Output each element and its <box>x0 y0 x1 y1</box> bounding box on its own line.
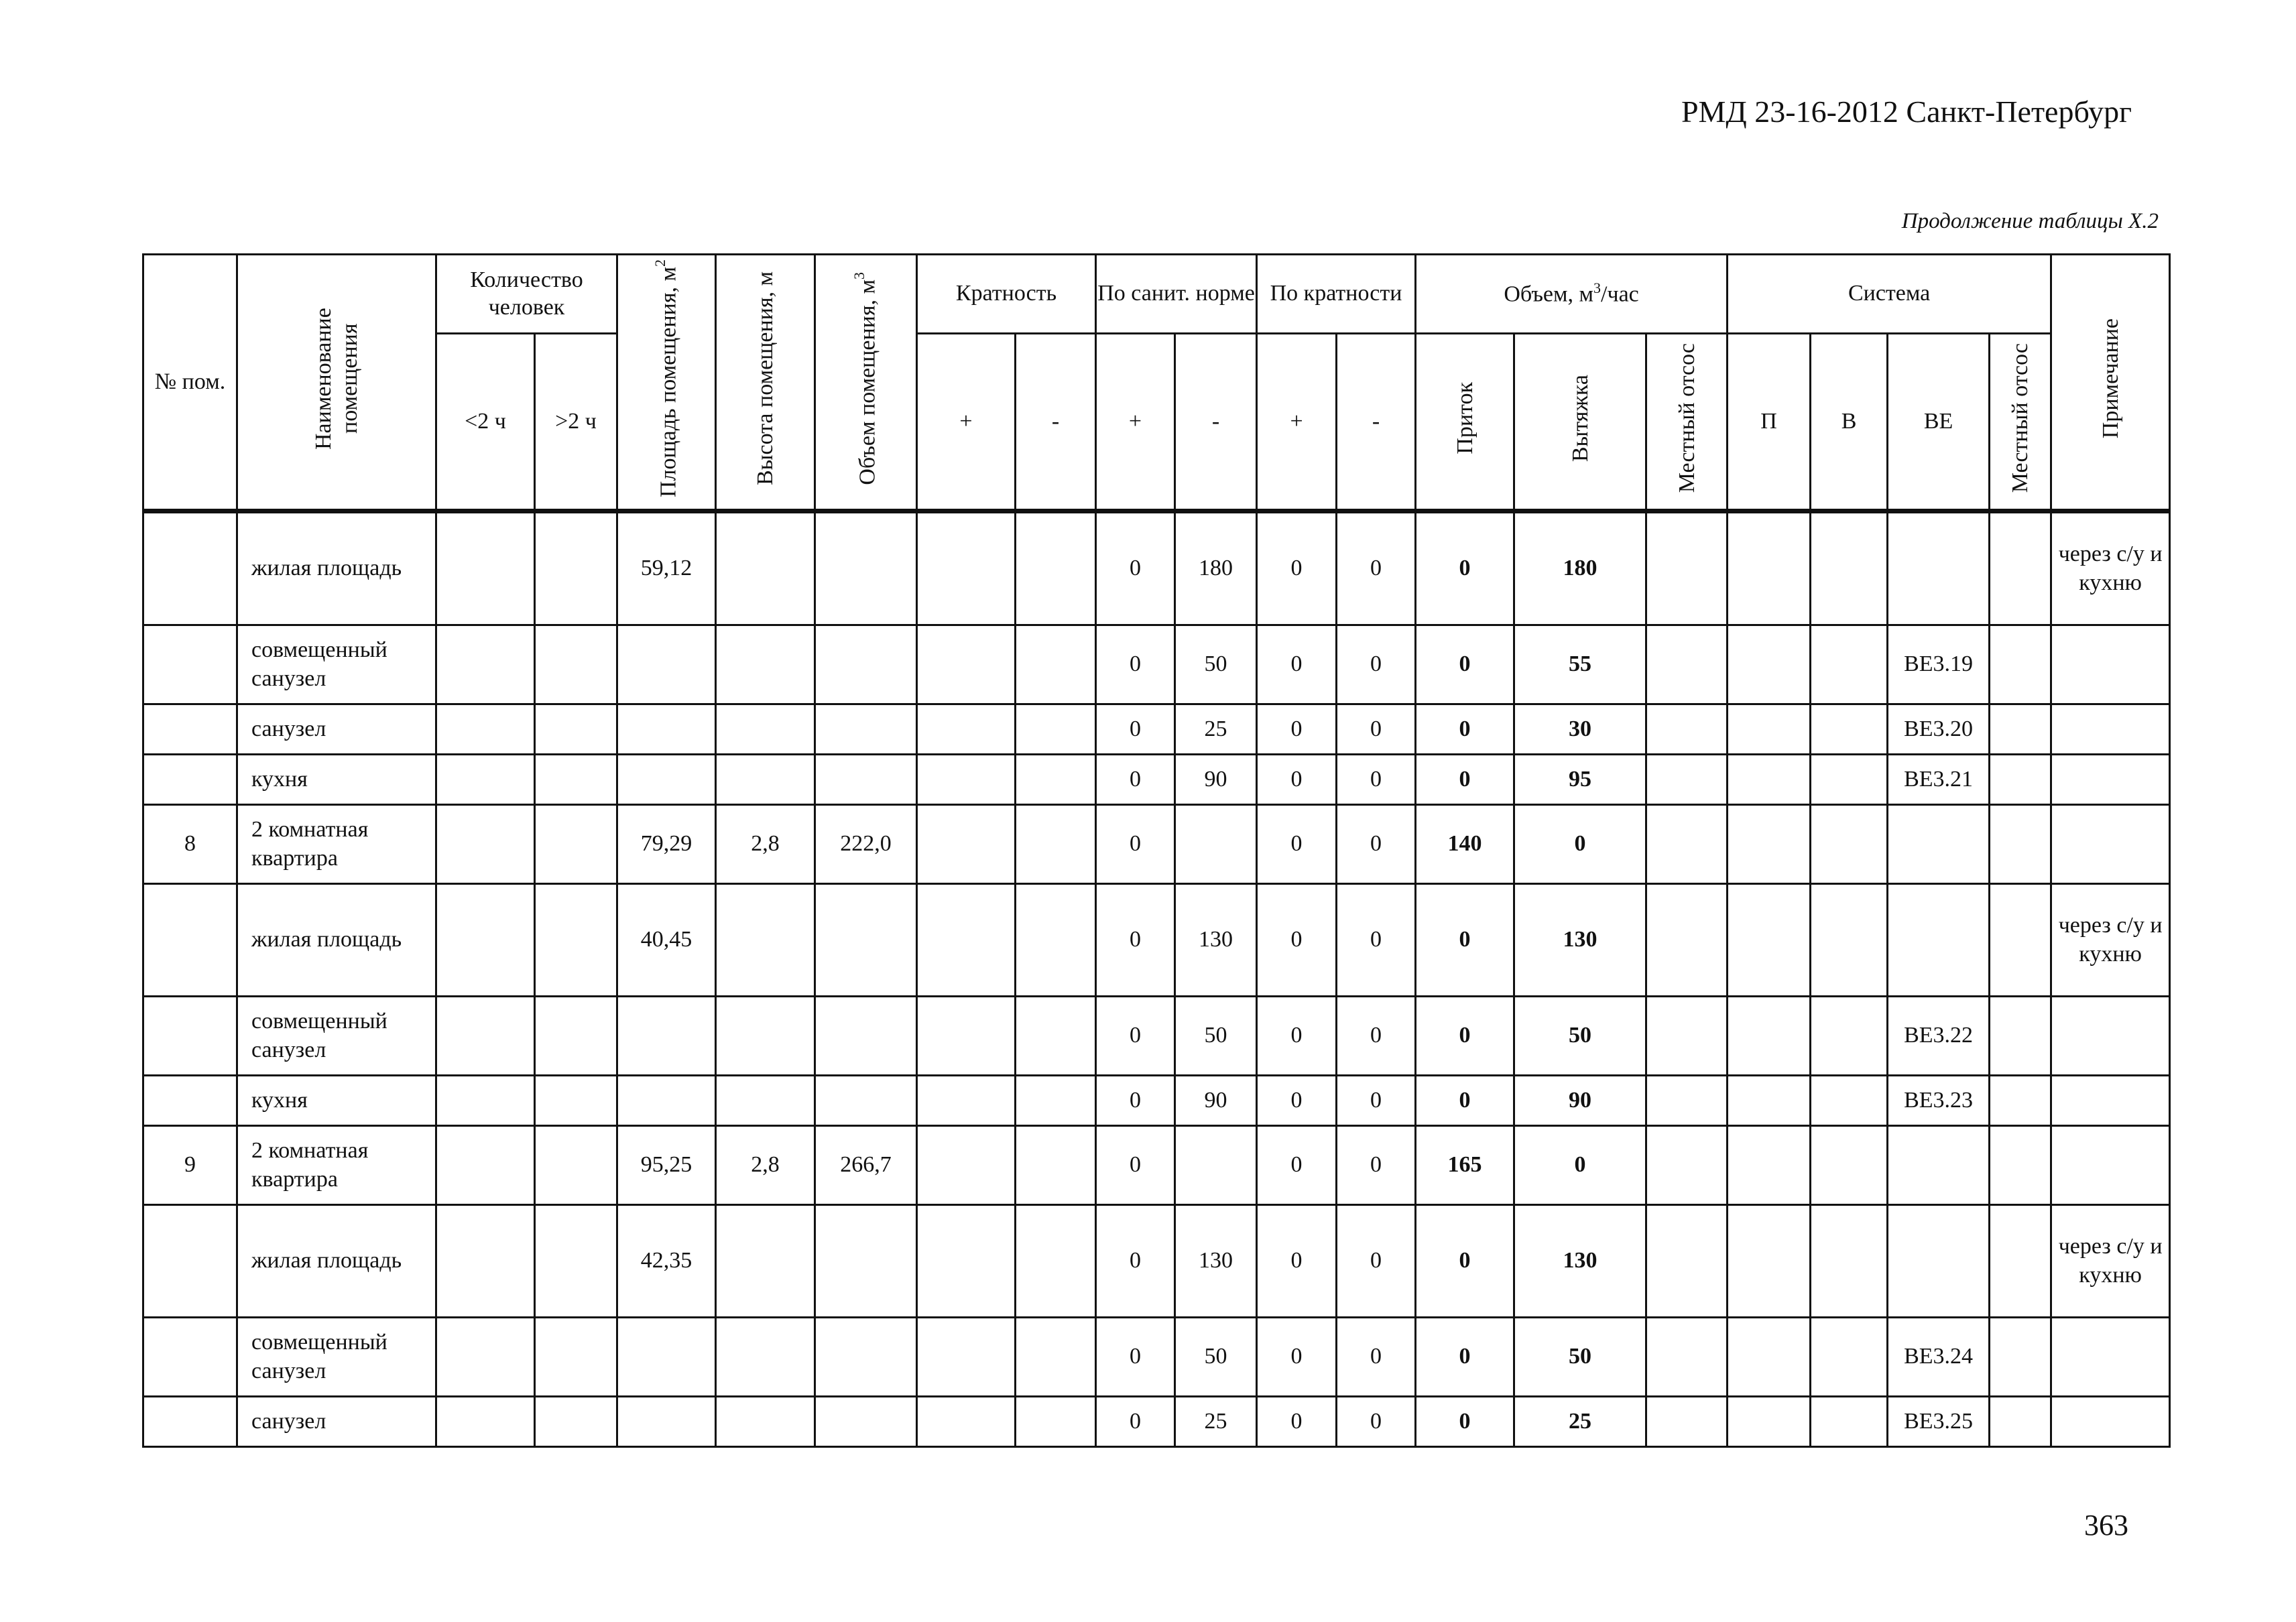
cell-gt <box>535 1205 617 1318</box>
cell-exhaust: 130 <box>1514 884 1646 997</box>
cell-V <box>1811 1126 1888 1205</box>
cell-exhaust: 0 <box>1514 805 1646 884</box>
cell-local2 <box>1990 805 2051 884</box>
cell-volume: 222,0 <box>815 805 917 884</box>
header-inflow: Приток <box>1416 334 1514 511</box>
cell-local <box>1646 1126 1728 1205</box>
cell-VE: ВЕ3.19 <box>1888 625 1990 704</box>
cell-b-minus: 0 <box>1337 511 1416 625</box>
cell-P <box>1728 805 1811 884</box>
header-exhaust: Вытяжка <box>1514 334 1646 511</box>
cell-b-minus: 0 <box>1337 1318 1416 1397</box>
cell-gt <box>535 1126 617 1205</box>
cell-height <box>716 755 815 805</box>
cell-VE <box>1888 805 1990 884</box>
cell-s-plus: 0 <box>1096 997 1175 1076</box>
cell-inflow: 0 <box>1416 1397 1514 1447</box>
cell-inflow: 0 <box>1416 755 1514 805</box>
cell-no <box>143 511 237 625</box>
cell-b-plus: 0 <box>1257 511 1337 625</box>
cell-volume <box>815 884 917 997</box>
header-system-ve: ВЕ <box>1888 334 1990 511</box>
cell-V <box>1811 625 1888 704</box>
cell-no <box>143 1205 237 1318</box>
cell-name: совмещенный санузел <box>237 625 436 704</box>
cell-k-minus <box>1016 1205 1096 1318</box>
table-row <box>143 997 2170 1076</box>
table-row <box>143 755 2170 805</box>
header-people-lt2: <2 ч <box>436 334 535 511</box>
cell-b-minus: 0 <box>1337 625 1416 704</box>
cell-local <box>1646 805 1728 884</box>
table-row <box>143 1318 2170 1397</box>
cell-V <box>1811 704 1888 755</box>
cell-s-minus: 90 <box>1175 755 1257 805</box>
cell-k-plus <box>917 997 1016 1076</box>
cell-s-plus: 0 <box>1096 755 1175 805</box>
cell-local2 <box>1990 1318 2051 1397</box>
cell-local2 <box>1990 1076 2051 1126</box>
cell-k-minus <box>1016 884 1096 997</box>
cell-height <box>716 1076 815 1126</box>
cell-b-minus: 0 <box>1337 704 1416 755</box>
cell-k-plus <box>917 1126 1016 1205</box>
cell-inflow: 0 <box>1416 884 1514 997</box>
cell-s-minus: 180 <box>1175 511 1257 625</box>
cell-k-plus <box>917 704 1016 755</box>
cell-k-minus <box>1016 997 1096 1076</box>
cell-exhaust: 180 <box>1514 511 1646 625</box>
cell-area: 79,29 <box>617 805 716 884</box>
cell-inflow: 165 <box>1416 1126 1514 1205</box>
cell-local2 <box>1990 755 2051 805</box>
cell-exhaust: 0 <box>1514 1126 1646 1205</box>
cell-b-plus: 0 <box>1257 1397 1337 1447</box>
cell-name: совмещенный санузел <box>237 1318 436 1397</box>
cell-local <box>1646 704 1728 755</box>
header-rate-minus: - <box>1016 334 1096 511</box>
cell-area <box>617 1318 716 1397</box>
table-row <box>143 805 2170 884</box>
cell-no <box>143 1397 237 1447</box>
cell-b-minus: 0 <box>1337 805 1416 884</box>
cell-height: 2,8 <box>716 805 815 884</box>
cell-lt <box>436 1076 535 1126</box>
cell-exhaust: 95 <box>1514 755 1646 805</box>
cell-b-plus: 0 <box>1257 755 1337 805</box>
cell-local <box>1646 511 1728 625</box>
cell-local2 <box>1990 884 2051 997</box>
cell-no <box>143 1318 237 1397</box>
cell-P <box>1728 625 1811 704</box>
cell-VE: ВЕ3.22 <box>1888 997 1990 1076</box>
cell-name: кухня <box>237 1076 436 1126</box>
cell-b-plus: 0 <box>1257 1205 1337 1318</box>
cell-inflow: 0 <box>1416 1205 1514 1318</box>
cell-height <box>716 1205 815 1318</box>
cell-s-plus: 0 <box>1096 1126 1175 1205</box>
cell-local2 <box>1990 625 2051 704</box>
cell-V <box>1811 1076 1888 1126</box>
cell-s-plus: 0 <box>1096 805 1175 884</box>
header-system-p: П <box>1728 334 1811 511</box>
cell-k-minus <box>1016 1076 1096 1126</box>
cell-note <box>2051 755 2170 805</box>
header-air-volume: Объем, $м^3$/час <box>1416 255 1728 334</box>
cell-b-plus: 0 <box>1257 884 1337 997</box>
cell-k-minus <box>1016 1397 1096 1447</box>
cell-area <box>617 625 716 704</box>
cell-k-minus <box>1016 1126 1096 1205</box>
cell-b-plus: 0 <box>1257 997 1337 1076</box>
cell-name: 2 комнатная квартира <box>237 1126 436 1205</box>
cell-VE <box>1888 511 1990 625</box>
cell-k-plus <box>917 755 1016 805</box>
cell-s-plus: 0 <box>1096 1318 1175 1397</box>
header-room-no: № пом. <box>143 255 237 511</box>
cell-volume: 266,7 <box>815 1126 917 1205</box>
table-row <box>143 625 2170 704</box>
cell-no <box>143 1076 237 1126</box>
ventilation-table <box>142 253 2171 1448</box>
header-system: Система <box>1728 255 2051 334</box>
cell-VE <box>1888 884 1990 997</box>
header-note: Примечание <box>2051 255 2170 511</box>
cell-b-minus: 0 <box>1337 1397 1416 1447</box>
cell-b-plus: 0 <box>1257 704 1337 755</box>
cell-s-minus: 25 <box>1175 1397 1257 1447</box>
cell-note: через с/у и кухню <box>2051 884 2170 997</box>
cell-P <box>1728 755 1811 805</box>
cell-volume <box>815 1318 917 1397</box>
cell-exhaust: 90 <box>1514 1076 1646 1126</box>
cell-k-minus <box>1016 1318 1096 1397</box>
cell-name: санузел <box>237 1397 436 1447</box>
cell-k-plus <box>917 1318 1016 1397</box>
cell-inflow: 0 <box>1416 625 1514 704</box>
cell-exhaust: 55 <box>1514 625 1646 704</box>
cell-b-minus: 0 <box>1337 1205 1416 1318</box>
cell-s-minus: 90 <box>1175 1076 1257 1126</box>
cell-V <box>1811 997 1888 1076</box>
cell-k-plus <box>917 1397 1016 1447</box>
cell-VE: ВЕ3.25 <box>1888 1397 1990 1447</box>
cell-gt <box>535 997 617 1076</box>
cell-s-minus: 50 <box>1175 625 1257 704</box>
cell-note <box>2051 805 2170 884</box>
cell-name: 2 комнатная квартира <box>237 805 436 884</box>
cell-b-plus: 0 <box>1257 1126 1337 1205</box>
cell-height <box>716 1397 815 1447</box>
cell-s-plus: 0 <box>1096 1397 1175 1447</box>
cell-no <box>143 997 237 1076</box>
cell-VE <box>1888 1126 1990 1205</box>
header-volume: Объем помещения, $м^3$ <box>815 255 917 511</box>
cell-note <box>2051 704 2170 755</box>
cell-gt <box>535 1397 617 1447</box>
cell-note: через с/у и кухню <box>2051 511 2170 625</box>
cell-lt <box>436 704 535 755</box>
cell-inflow: 0 <box>1416 1076 1514 1126</box>
cell-height <box>716 1318 815 1397</box>
cell-b-minus: 0 <box>1337 1076 1416 1126</box>
cell-area <box>617 997 716 1076</box>
cell-volume <box>815 704 917 755</box>
cell-height <box>716 884 815 997</box>
cell-area: 95,25 <box>617 1126 716 1205</box>
header-sanitary-norm: По санит. норме <box>1096 255 1257 334</box>
cell-s-minus: 25 <box>1175 704 1257 755</box>
cell-exhaust: 130 <box>1514 1205 1646 1318</box>
cell-area: 42,35 <box>617 1205 716 1318</box>
cell-VE: ВЕ3.21 <box>1888 755 1990 805</box>
cell-b-plus: 0 <box>1257 625 1337 704</box>
cell-k-minus <box>1016 625 1096 704</box>
cell-volume <box>815 511 917 625</box>
cell-b-minus: 0 <box>1337 997 1416 1076</box>
cell-volume <box>815 1076 917 1126</box>
cell-note <box>2051 997 2170 1076</box>
cell-note <box>2051 1126 2170 1205</box>
cell-s-plus: 0 <box>1096 1205 1175 1318</box>
cell-lt <box>436 884 535 997</box>
cell-note <box>2051 1076 2170 1126</box>
cell-no <box>143 884 237 997</box>
cell-lt <box>436 805 535 884</box>
cell-height <box>716 625 815 704</box>
header-bykrat-plus: + <box>1257 334 1337 511</box>
header-sanit-plus: + <box>1096 334 1175 511</box>
cell-local <box>1646 884 1728 997</box>
cell-area <box>617 1397 716 1447</box>
cell-height <box>716 511 815 625</box>
cell-no <box>143 625 237 704</box>
cell-height <box>716 997 815 1076</box>
cell-k-minus <box>1016 755 1096 805</box>
cell-lt <box>436 1318 535 1397</box>
cell-V <box>1811 1205 1888 1318</box>
cell-name: жилая площадь <box>237 1205 436 1318</box>
cell-exhaust: 30 <box>1514 704 1646 755</box>
cell-local <box>1646 1205 1728 1318</box>
header-rate-plus: + <box>917 334 1016 511</box>
cell-k-plus <box>917 625 1016 704</box>
cell-P <box>1728 997 1811 1076</box>
cell-V <box>1811 884 1888 997</box>
cell-note <box>2051 1318 2170 1397</box>
cell-gt <box>535 805 617 884</box>
cell-P <box>1728 1126 1811 1205</box>
cell-b-minus: 0 <box>1337 884 1416 997</box>
cell-P <box>1728 511 1811 625</box>
cell-s-minus: 130 <box>1175 1205 1257 1318</box>
cell-area: 59,12 <box>617 511 716 625</box>
cell-local2 <box>1990 511 2051 625</box>
header-system-local: Местный отсос <box>1990 334 2051 511</box>
cell-no <box>143 755 237 805</box>
cell-b-plus: 0 <box>1257 805 1337 884</box>
header-sanit-minus: - <box>1175 334 1257 511</box>
cell-inflow: 140 <box>1416 805 1514 884</box>
cell-b-minus: 0 <box>1337 1126 1416 1205</box>
cell-k-minus <box>1016 511 1096 625</box>
table-row <box>143 1397 2170 1447</box>
header-local-exhaust: Местный отсос <box>1646 334 1728 511</box>
cell-note <box>2051 1397 2170 1447</box>
cell-s-plus: 0 <box>1096 511 1175 625</box>
cell-name: жилая площадь <box>237 511 436 625</box>
cell-name: санузел <box>237 704 436 755</box>
cell-k-plus <box>917 884 1016 997</box>
header-people-gt2: >2 ч <box>535 334 617 511</box>
cell-area: 40,45 <box>617 884 716 997</box>
header-by-rate: По кратности <box>1257 255 1416 334</box>
table-row <box>143 1076 2170 1126</box>
cell-inflow: 0 <box>1416 997 1514 1076</box>
cell-exhaust: 50 <box>1514 997 1646 1076</box>
header-bykrat-minus: - <box>1337 334 1416 511</box>
cell-no: 8 <box>143 805 237 884</box>
cell-note: через с/у и кухню <box>2051 1205 2170 1318</box>
cell-b-minus: 0 <box>1337 755 1416 805</box>
cell-P <box>1728 704 1811 755</box>
cell-k-plus <box>917 511 1016 625</box>
cell-local <box>1646 1076 1728 1126</box>
header-room-name: Наименование помещения <box>237 255 436 511</box>
header-people-count: Количество человек <box>436 255 617 334</box>
cell-s-minus: 50 <box>1175 1318 1257 1397</box>
cell-P <box>1728 1076 1811 1126</box>
cell-lt <box>436 625 535 704</box>
cell-gt <box>535 625 617 704</box>
cell-local <box>1646 625 1728 704</box>
cell-VE: ВЕ3.20 <box>1888 704 1990 755</box>
cell-s-plus: 0 <box>1096 884 1175 997</box>
cell-P <box>1728 884 1811 997</box>
cell-lt <box>436 1126 535 1205</box>
cell-k-minus <box>1016 704 1096 755</box>
cell-VE: ВЕ3.23 <box>1888 1076 1990 1126</box>
cell-k-plus <box>917 805 1016 884</box>
cell-s-plus: 0 <box>1096 704 1175 755</box>
cell-volume <box>815 625 917 704</box>
header-system-v: В <box>1811 334 1888 511</box>
table-row <box>143 1205 2170 1318</box>
cell-lt <box>436 1397 535 1447</box>
cell-V <box>1811 755 1888 805</box>
cell-k-minus <box>1016 805 1096 884</box>
cell-inflow: 0 <box>1416 704 1514 755</box>
table-continuation-note: Продолжение таблицы X.2 <box>1901 209 2159 233</box>
cell-local <box>1646 755 1728 805</box>
cell-local2 <box>1990 704 2051 755</box>
cell-area <box>617 1076 716 1126</box>
cell-s-plus: 0 <box>1096 1076 1175 1126</box>
cell-s-minus <box>1175 1126 1257 1205</box>
header-rate: Кратность <box>917 255 1096 334</box>
table-row <box>143 511 2170 625</box>
cell-local2 <box>1990 1397 2051 1447</box>
cell-VE: ВЕ3.24 <box>1888 1318 1990 1397</box>
cell-k-plus <box>917 1076 1016 1126</box>
cell-V <box>1811 805 1888 884</box>
page-number: 363 <box>2084 1509 2128 1542</box>
cell-V <box>1811 511 1888 625</box>
cell-volume <box>815 755 917 805</box>
header-height: Высота помещения, м <box>716 255 815 511</box>
cell-lt <box>436 997 535 1076</box>
cell-height <box>716 704 815 755</box>
cell-k-plus <box>917 1205 1016 1318</box>
cell-height: 2,8 <box>716 1126 815 1205</box>
cell-s-plus: 0 <box>1096 625 1175 704</box>
cell-s-minus: 130 <box>1175 884 1257 997</box>
cell-b-plus: 0 <box>1257 1076 1337 1126</box>
cell-inflow: 0 <box>1416 511 1514 625</box>
table-row <box>143 704 2170 755</box>
cell-volume <box>815 1397 917 1447</box>
cell-local2 <box>1990 1205 2051 1318</box>
cell-exhaust: 25 <box>1514 1397 1646 1447</box>
cell-lt <box>436 1205 535 1318</box>
cell-P <box>1728 1205 1811 1318</box>
cell-s-minus <box>1175 805 1257 884</box>
cell-lt <box>436 511 535 625</box>
cell-lt <box>436 755 535 805</box>
cell-local2 <box>1990 1126 2051 1205</box>
cell-gt <box>535 1318 617 1397</box>
cell-name: жилая площадь <box>237 884 436 997</box>
cell-name: кухня <box>237 755 436 805</box>
cell-local <box>1646 1397 1728 1447</box>
table-row <box>143 884 2170 997</box>
cell-local <box>1646 1318 1728 1397</box>
cell-gt <box>535 1076 617 1126</box>
cell-name: совмещенный санузел <box>237 997 436 1076</box>
cell-gt <box>535 755 617 805</box>
cell-P <box>1728 1397 1811 1447</box>
cell-gt <box>535 884 617 997</box>
cell-b-plus: 0 <box>1257 1318 1337 1397</box>
cell-VE <box>1888 1205 1990 1318</box>
cell-P <box>1728 1318 1811 1397</box>
cell-no <box>143 704 237 755</box>
cell-V <box>1811 1318 1888 1397</box>
cell-s-minus: 50 <box>1175 997 1257 1076</box>
cell-inflow: 0 <box>1416 1318 1514 1397</box>
table-row <box>143 1126 2170 1205</box>
cell-volume <box>815 1205 917 1318</box>
cell-no: 9 <box>143 1126 237 1205</box>
cell-gt <box>535 511 617 625</box>
cell-exhaust: 50 <box>1514 1318 1646 1397</box>
cell-area <box>617 704 716 755</box>
cell-note <box>2051 625 2170 704</box>
cell-local <box>1646 997 1728 1076</box>
cell-V <box>1811 1397 1888 1447</box>
document-header: РМД 23-16-2012 Санкт-Петербург <box>1681 95 2132 129</box>
cell-area <box>617 755 716 805</box>
header-area: Площадь помещения, $м^2$ <box>617 255 716 511</box>
cell-gt <box>535 704 617 755</box>
cell-local2 <box>1990 997 2051 1076</box>
cell-volume <box>815 997 917 1076</box>
